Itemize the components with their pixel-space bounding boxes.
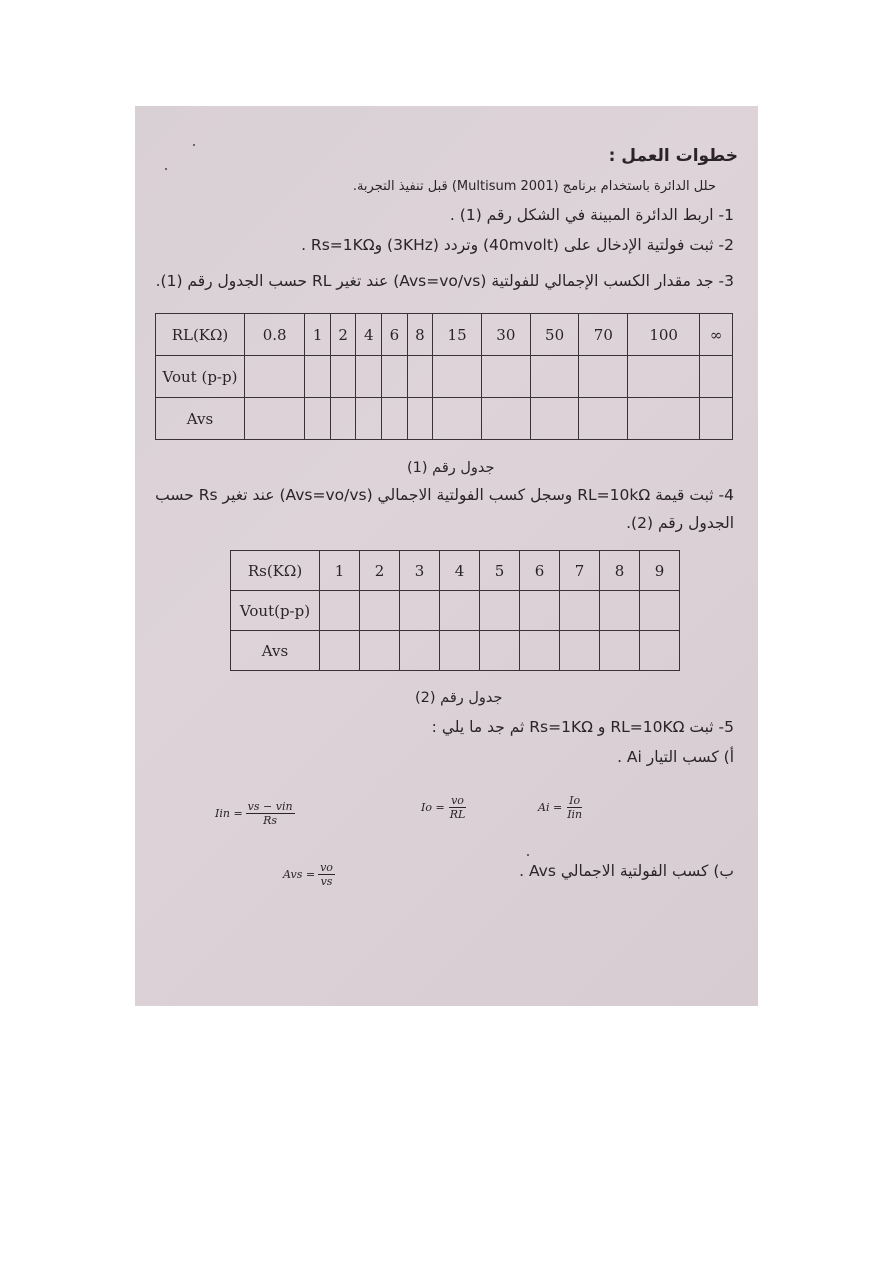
- table-1-empty-cell[interactable]: [356, 398, 382, 440]
- step-5: 5- ثبت RL=10KΩ و Rs=1KΩ ثم جد ما يلي :: [431, 718, 734, 736]
- paper-speck: [193, 144, 195, 146]
- table-1-empty-cell[interactable]: [382, 356, 408, 398]
- step-5a: أ) كسب التيار Ai .: [617, 748, 734, 766]
- step-3: 3- جد مقدار الكسب الإجمالي للفولتية (Avs=vo/vs) عند تغير RL حسب الجدول رقم (1).: [155, 272, 734, 290]
- table-1-header-label: RL(KΩ): [156, 314, 245, 356]
- formula-ai-numerator: Io: [569, 794, 581, 807]
- step-1: 1- اربط الدائرة المبينة في الشكل رقم (1) .: [449, 206, 734, 224]
- formula-iin-numerator: vs − vin: [247, 800, 293, 813]
- table-1-header-row: [156, 314, 733, 356]
- table-2: [230, 550, 680, 671]
- table-2-body: [231, 551, 680, 671]
- intro-text: حلل الدائرة باستخدام برنامج (Multisum 2001) قبل تنفيذ التجربة.: [352, 179, 716, 194]
- table-2-empty-cell[interactable]: [560, 591, 600, 631]
- step-2: 2- ثبت فولتية الإدخال على (40mvolt) وتردد (3KHz) وRs=1KΩ .: [301, 236, 734, 254]
- table-1-empty-cell[interactable]: [530, 356, 579, 398]
- table-1-header-cell: 8: [407, 314, 433, 356]
- table-1-header-cell: 50: [530, 314, 579, 356]
- table-2-header-row: [231, 551, 680, 591]
- table-1-header-cell: 1: [305, 314, 331, 356]
- table-1-header-cell: 15: [433, 314, 482, 356]
- formula-iin-fraction: [246, 800, 295, 827]
- table-1-empty-cell[interactable]: [433, 356, 482, 398]
- table-1-empty-cell[interactable]: [382, 398, 408, 440]
- formula-avs-numerator: vo: [320, 861, 333, 874]
- table-1-row-label: Vout (p-p): [156, 356, 245, 398]
- table-1-empty-cell[interactable]: [245, 398, 305, 440]
- table-1-empty-cell[interactable]: [305, 356, 331, 398]
- table-1-empty-cell[interactable]: [330, 398, 356, 440]
- table-1-empty-cell[interactable]: [530, 398, 579, 440]
- paper-speck: [527, 854, 529, 856]
- table-1-row: [156, 356, 733, 398]
- formula-iin-lhs: Iin =: [215, 807, 243, 820]
- table-1-empty-cell[interactable]: [628, 398, 700, 440]
- table-1-empty-cell[interactable]: [481, 398, 530, 440]
- table-2-header-cell: 9: [640, 551, 680, 591]
- section-heading: خطوات العمل :: [608, 146, 738, 166]
- table-2-empty-cell[interactable]: [320, 591, 360, 631]
- table-2-empty-cell[interactable]: [520, 591, 560, 631]
- table-2-header-cell: 8: [600, 551, 640, 591]
- table-1-caption: جدول رقم (1): [407, 460, 495, 476]
- table-2-row: [231, 591, 680, 631]
- table-2-empty-cell[interactable]: [600, 631, 640, 671]
- table-2-empty-cell[interactable]: [480, 591, 520, 631]
- formula-ai-fraction: [565, 794, 584, 821]
- table-1-header-cell: 6: [382, 314, 408, 356]
- table-2-header-cell: 4: [440, 551, 480, 591]
- table-2-empty-cell[interactable]: [360, 631, 400, 671]
- table-1-empty-cell[interactable]: [579, 356, 628, 398]
- formula-io-numerator: vo: [451, 794, 464, 807]
- table-2-empty-cell[interactable]: [320, 631, 360, 671]
- table-1-header-cell: ∞: [700, 314, 733, 356]
- formula-io: [421, 794, 467, 821]
- formula-iin: [215, 800, 295, 827]
- table-2-row: [231, 631, 680, 671]
- table-1-empty-cell[interactable]: [305, 398, 331, 440]
- table-1-empty-cell[interactable]: [700, 356, 733, 398]
- table-2-empty-cell[interactable]: [640, 631, 680, 671]
- paper-speck: [165, 168, 167, 170]
- table-1-empty-cell[interactable]: [245, 356, 305, 398]
- table-2-empty-cell[interactable]: [360, 591, 400, 631]
- table-1-header-cell: 100: [628, 314, 700, 356]
- step-5b: ب) كسب الفولتية الاجمالي Avs .: [519, 862, 734, 880]
- table-1-body: [156, 314, 733, 440]
- table-1-row-label: Avs: [156, 398, 245, 440]
- table-1-empty-cell[interactable]: [628, 356, 700, 398]
- table-2-empty-cell[interactable]: [400, 591, 440, 631]
- step-4-line-1: 4- ثبت قيمة RL=10kΩ وسجل كسب الفولتية الاجمالي (Avs=vo/vs) عند تغير Rs حسب: [155, 486, 734, 504]
- table-1-empty-cell[interactable]: [356, 356, 382, 398]
- formula-iin-denominator: Rs: [263, 814, 278, 827]
- table-1-header-cell: 4: [356, 314, 382, 356]
- table-2-empty-cell[interactable]: [400, 631, 440, 671]
- step-4-line-2: الجدول رقم (2).: [626, 514, 734, 532]
- table-1-empty-cell[interactable]: [330, 356, 356, 398]
- table-2-empty-cell[interactable]: [600, 591, 640, 631]
- table-1-empty-cell[interactable]: [407, 398, 433, 440]
- table-1-row: [156, 398, 733, 440]
- document-photo: [135, 106, 758, 1006]
- formula-avs: [283, 861, 335, 888]
- formula-avs-denominator: vs: [320, 875, 333, 888]
- table-1-empty-cell[interactable]: [481, 356, 530, 398]
- table-1-empty-cell[interactable]: [579, 398, 628, 440]
- table-1-header-cell: 2: [330, 314, 356, 356]
- table-2-header-cell: 5: [480, 551, 520, 591]
- table-2-header-cell: 2: [360, 551, 400, 591]
- formula-avs-fraction: [318, 861, 335, 888]
- table-1-header-cell: 0.8: [245, 314, 305, 356]
- formula-io-fraction: [448, 794, 468, 821]
- table-1-header-cell: 30: [481, 314, 530, 356]
- table-2-empty-cell[interactable]: [520, 631, 560, 671]
- formula-avs-lhs: Avs =: [283, 868, 316, 881]
- table-2-empty-cell[interactable]: [560, 631, 600, 671]
- table-2-header-label: Rs(KΩ): [231, 551, 320, 591]
- table-1-header-cell: 70: [579, 314, 628, 356]
- formula-io-denominator: RL: [449, 808, 466, 821]
- table-1: [155, 313, 733, 440]
- table-2-header-cell: 3: [400, 551, 440, 591]
- table-2-empty-cell[interactable]: [640, 591, 680, 631]
- table-2-empty-cell[interactable]: [480, 631, 520, 671]
- table-2-header-cell: 6: [520, 551, 560, 591]
- formula-ai-lhs: Ai =: [538, 801, 563, 814]
- table-1-empty-cell[interactable]: [433, 398, 482, 440]
- table-2-row-label: Avs: [231, 631, 320, 671]
- table-2-row-label: Vout(p-p): [231, 591, 320, 631]
- table-2-empty-cell[interactable]: [440, 631, 480, 671]
- table-2-caption: جدول رقم (2): [415, 690, 503, 706]
- formula-io-lhs: Io =: [421, 801, 445, 814]
- table-1-empty-cell[interactable]: [407, 356, 433, 398]
- formula-ai: [538, 794, 584, 821]
- table-1-empty-cell[interactable]: [700, 398, 733, 440]
- table-2-header-cell: 7: [560, 551, 600, 591]
- formula-ai-denominator: Iin: [567, 808, 583, 821]
- table-2-empty-cell[interactable]: [440, 591, 480, 631]
- table-2-header-cell: 1: [320, 551, 360, 591]
